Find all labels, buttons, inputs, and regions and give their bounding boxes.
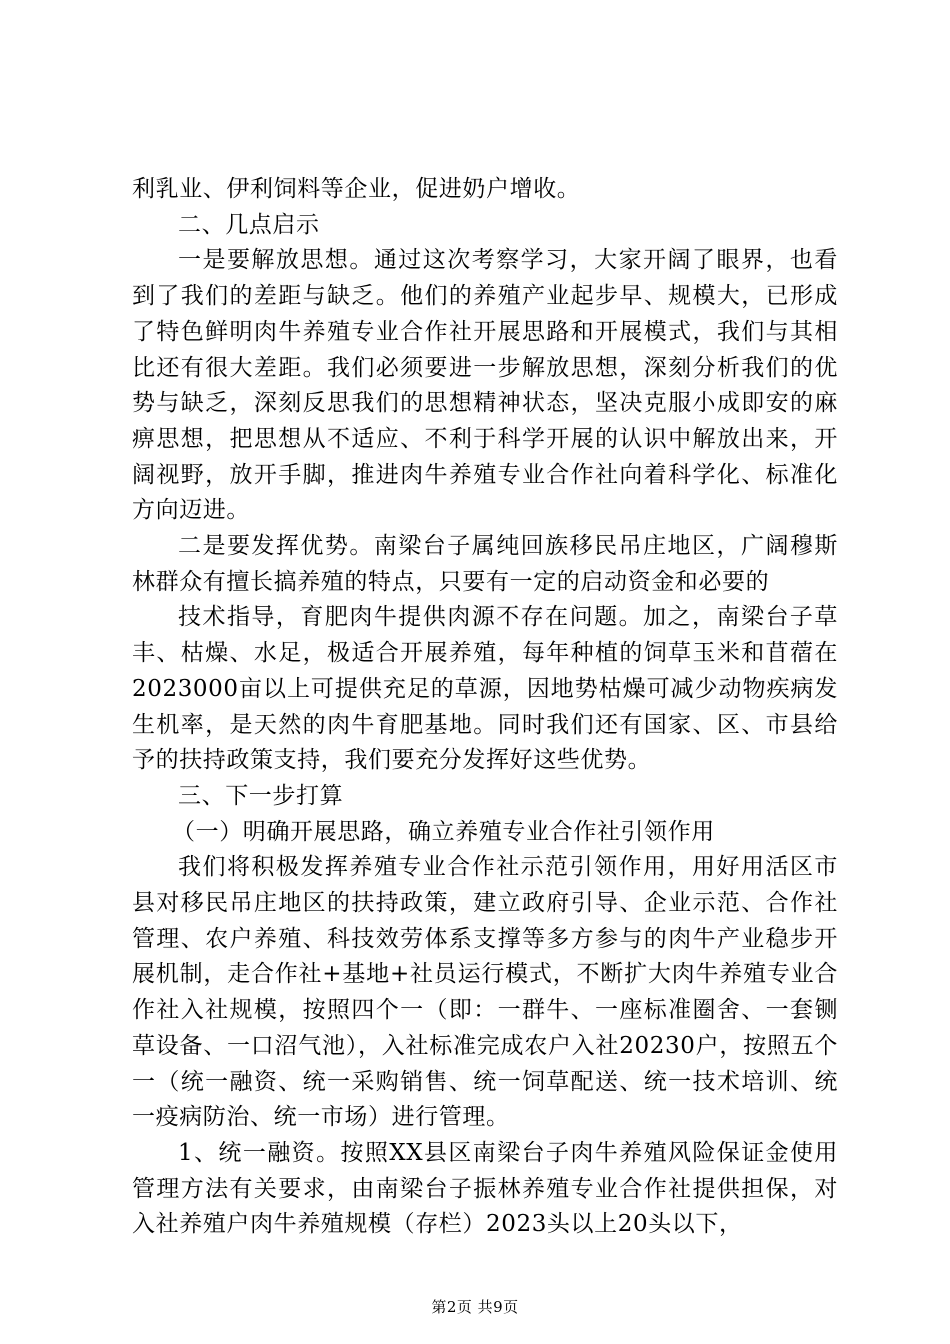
- paragraph-technical-guidance: 技术指导，育肥肉牛提供肉源不存在问题。加之，南梁台子草丰、枯燥、水足，极适合开展养殖，每年种植的饲草玉米和苜蓿在2023000亩以上可提供充足的草源，因地势枯燥可减少动物疾病发生机率，是天然的肉牛育肥基地。同时我们还有国家、区、市县给予的扶持政策支持，我们要充分发挥好这些优势。: [132, 604, 838, 774]
- paragraph-unified-financing: 1、统一融资。按照XX县区南梁台子肉牛养殖风险保证金使用管理方法有关要求，由南梁台子振林养殖专业合作社提供担保，对入社养殖户肉牛养殖规模（存栏）2023头以上20头以下，: [132, 1139, 838, 1238]
- paragraph-cooperative-plan: 我们将积极发挥养殖专业合作社示范引领作用，用好用活区市县对移民吊庄地区的扶持政策，建立政府引导、企业示范、合作社管理、农户养殖、科技效劳体系支撑等多方参与的肉牛产业稳步开展机制，走合作社+基地+社员运行模式，不断扩大肉牛养殖专业合作社入社规模，按照四个一（即：一群牛、一座标准圈舍、一套铡草设备、一口沼气池），入社标准完成农户入社20230户，按照五个一（统一融资、统一采购销售、统一饲草配送、统一技术培训、统一疫病防治、统一市场）进行管理。: [132, 854, 838, 1131]
- paragraph-liberate-thinking: 一是要解放思想。通过这次考察学习，大家开阔了眼界，也看到了我们的差距与缺乏。他们的养殖产业起步早、规模大，已形成了特色鲜明肉牛养殖专业合作社开展思路和开展模式，我们与其相比还有很大差距。我们必须要进一步解放思想，深刻分析我们的优势与缺乏，深刻反思我们的思想精神状态，坚决克服小成即安的麻痹思想，把思想从不适应、不利于科学开展的认识中解放出来，开阔视野，放开手脚，推进肉牛养殖专业合作社向着科学化、标准化方向迈进。: [132, 247, 838, 524]
- document-body: [132, 172, 838, 1243]
- section-heading-insights: 二、几点启示: [178, 211, 320, 238]
- subsection-heading-clear-approach: （一）明确开展思路，确立养殖专业合作社引领作用: [172, 818, 715, 845]
- paragraph-leverage-advantages: 二是要发挥优势。南梁台子属纯回族移民吊庄地区，广阔穆斯林群众有擅长搞养殖的特点，只要有一定的启动资金和必要的: [132, 533, 838, 595]
- page-footer: 第2页 共9页: [431, 1298, 519, 1316]
- section-heading-next-steps: 三、下一步打算: [178, 782, 344, 809]
- paragraph-continuation: 利乳业、伊利饲料等企业，促进奶户增收。: [132, 176, 581, 202]
